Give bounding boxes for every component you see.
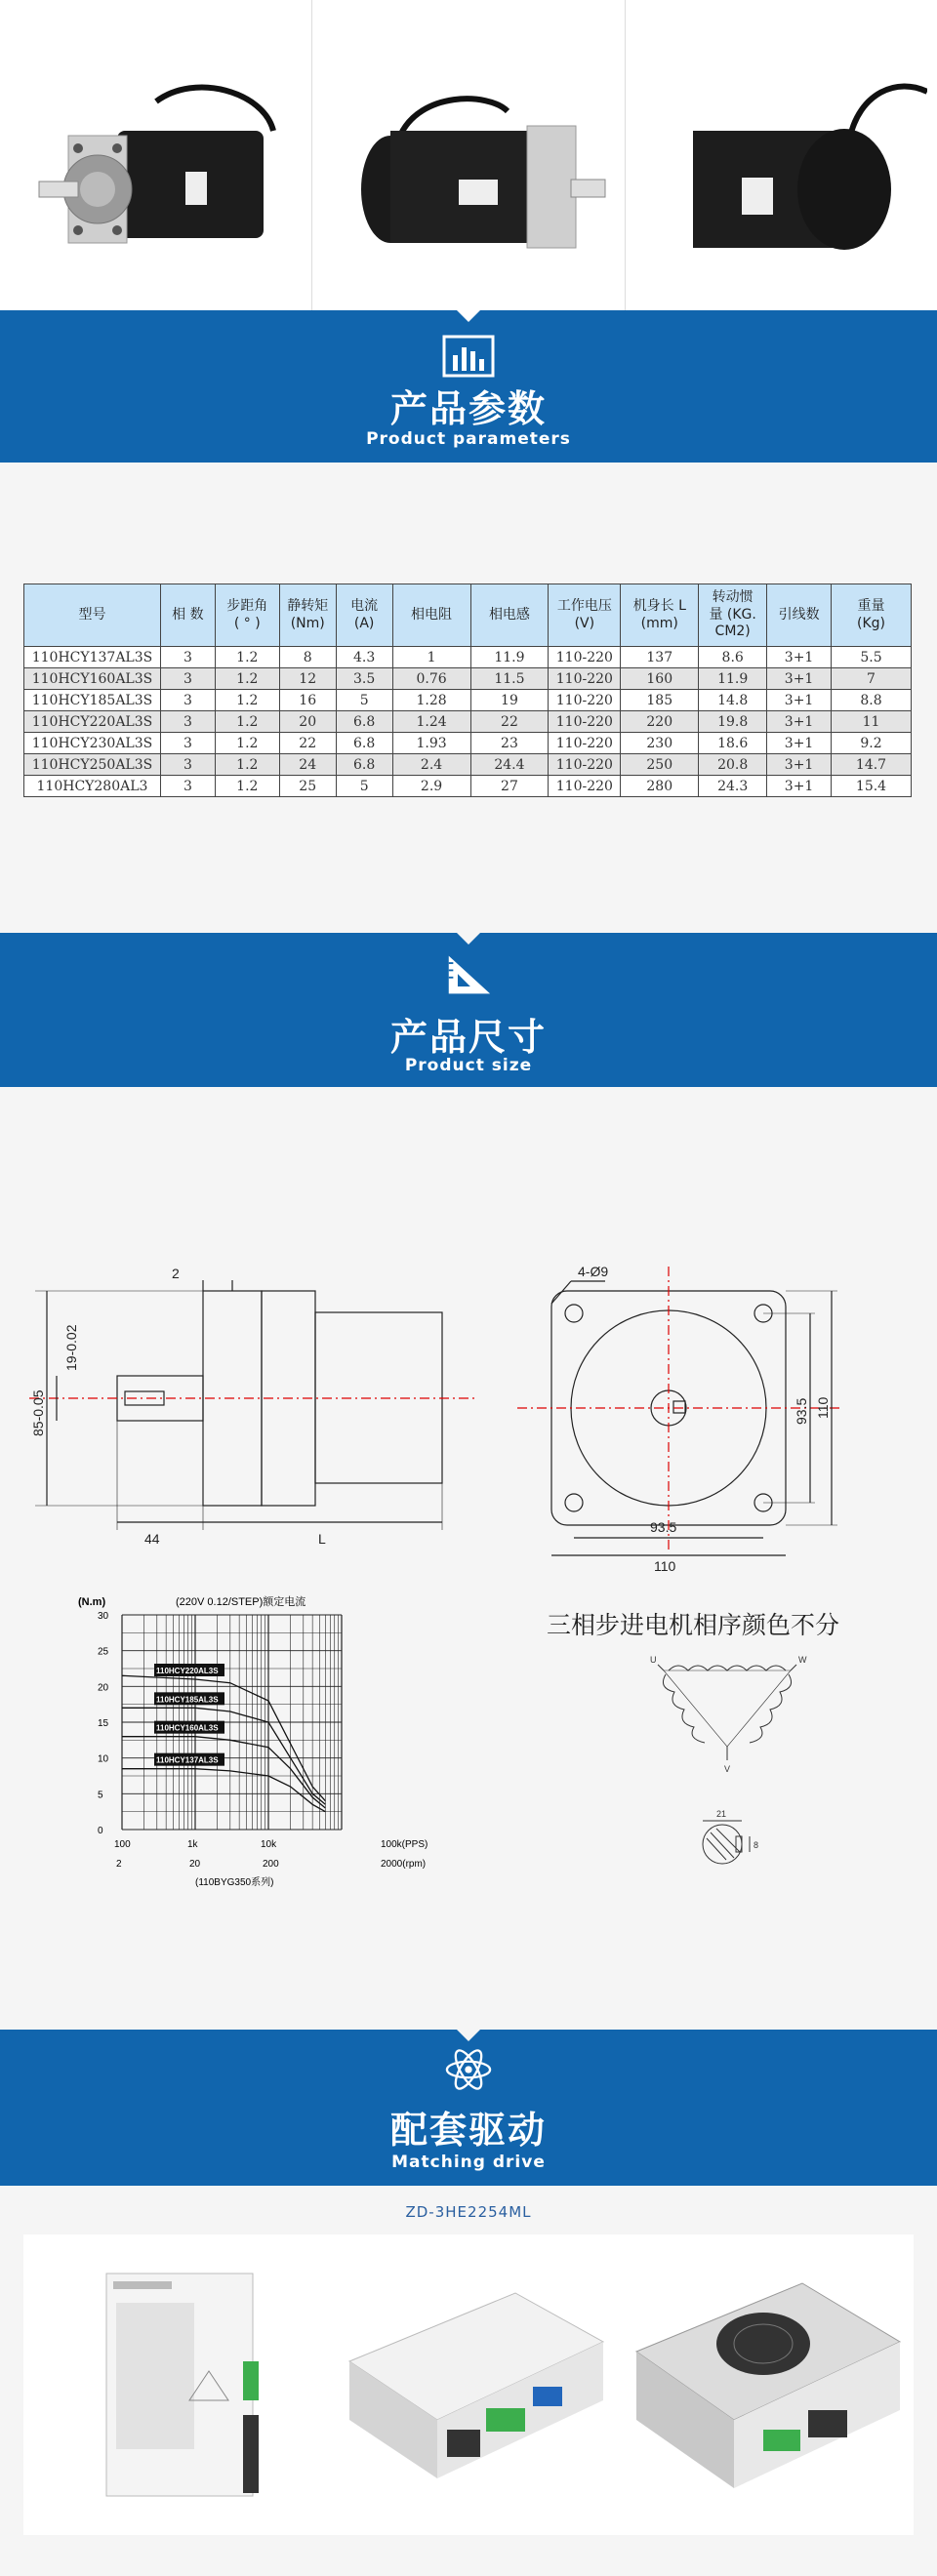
table-cell: 110HCY280AL3 (24, 776, 161, 797)
table-cell: 220 (621, 711, 699, 733)
table-header-line: (A) (353, 615, 375, 631)
dim-93-5-h: 93.5 (650, 1519, 677, 1535)
table-cell: 3+1 (767, 754, 832, 776)
table-cell: 24.3 (699, 776, 767, 797)
size-banner (0, 933, 937, 1087)
params-banner (0, 310, 937, 463)
table-header-cell (24, 584, 161, 647)
table-cell: 3 (160, 733, 215, 754)
chart-x-rpm-tick: 200 (263, 1859, 279, 1870)
side-view-drawing (29, 1268, 478, 1561)
drive-title: 配套驱动 (389, 2109, 547, 2152)
table-cell: 1.2 (215, 733, 279, 754)
chart-x-pps-tick: 1k (187, 1839, 198, 1850)
params-subtitle: Product parameters (366, 429, 571, 449)
motor-photo-front-left (0, 0, 312, 310)
table-cell: 110HCY230AL3S (24, 733, 161, 754)
chart-y-tick: 30 (98, 1611, 109, 1622)
dim-19: 19-0.02 (63, 1324, 79, 1371)
chart-x-pps-tick: 10k (261, 1839, 277, 1850)
chart-pps-label: 100k(PPS) (381, 1839, 428, 1850)
table-cell: 5.5 (832, 647, 912, 668)
table-cell: 4.3 (336, 647, 392, 668)
chart-y-tick: 15 (98, 1718, 109, 1729)
table-cell: 110-220 (549, 647, 621, 668)
table-cell: 22 (279, 733, 336, 754)
table-header-cell (470, 584, 549, 647)
table-cell: 110HCY250AL3S (24, 754, 161, 776)
table-cell: 7 (832, 668, 912, 690)
table-cell: 11.9 (470, 647, 549, 668)
table-cell: 8 (279, 647, 336, 668)
table-cell: 3 (160, 776, 215, 797)
dim-44: 44 (144, 1531, 160, 1547)
table-cell: 6.8 (336, 733, 392, 754)
drive-photo-front (23, 2234, 320, 2535)
table-cell: 20.8 (699, 754, 767, 776)
table-header-line: 静转矩 (287, 598, 329, 614)
wiring-diagram (644, 1649, 810, 1776)
table-header-cell (160, 584, 215, 647)
table-cell: 1.2 (215, 647, 279, 668)
table-cell: 3+1 (767, 733, 832, 754)
table-row (24, 711, 912, 733)
chart-unit: (N.m) (78, 1596, 106, 1608)
drive-model-label: ZD-3HE2254ML (405, 2203, 532, 2221)
dim-93-5-v: 93.5 (794, 1397, 809, 1425)
table-cell: 5 (336, 776, 392, 797)
phase-caption: 三相步进电机相序颜色不分 (547, 1611, 840, 1639)
wire-u: U (650, 1655, 657, 1665)
table-cell: 11 (832, 711, 912, 733)
dim-holes: 4-Ø9 (578, 1264, 609, 1279)
table-row (24, 733, 912, 754)
table-header-cell (215, 584, 279, 647)
table-cell: 110-220 (549, 690, 621, 711)
table-cell: 12 (279, 668, 336, 690)
table-header-line: 相电感 (488, 606, 530, 623)
table-cell: 1 (392, 647, 470, 668)
banner-notch (457, 2030, 480, 2041)
torque-speed-chart (78, 1590, 488, 1893)
table-cell: 2.4 (392, 754, 470, 776)
table-cell: 19 (470, 690, 549, 711)
chart-legend-label: 110HCY160AL3S (156, 1723, 219, 1733)
chart-legend-label: 110HCY185AL3S (156, 1695, 219, 1705)
banner-notch (457, 933, 480, 945)
table-cell: 160 (621, 668, 699, 690)
table-header-line: 转动惯 (712, 589, 754, 606)
table-header-cell (549, 584, 621, 647)
table-cell: 3+1 (767, 690, 832, 711)
table-cell: 25 (279, 776, 336, 797)
chart-x-rpm-tick: 20 (189, 1859, 201, 1870)
table-header-cell (767, 584, 832, 647)
table-cell: 3 (160, 711, 215, 733)
table-cell: 137 (621, 647, 699, 668)
table-cell: 110-220 (549, 754, 621, 776)
wire-v: V (724, 1764, 731, 1774)
table-header-line: (Kg) (857, 615, 886, 631)
size-title: 产品尺寸 (389, 1016, 547, 1059)
table-cell: 110-220 (549, 776, 621, 797)
table-cell: 24 (279, 754, 336, 776)
drive-banner (0, 2030, 937, 2186)
dim-85: 85-0.05 (30, 1389, 46, 1436)
table-cell: 3+1 (767, 668, 832, 690)
table-cell: 3+1 (767, 711, 832, 733)
table-cell: 3+1 (767, 647, 832, 668)
table-cell: 27 (470, 776, 549, 797)
table-cell: 5 (336, 690, 392, 711)
table-cell: 110HCY185AL3S (24, 690, 161, 711)
chart-y-tick: 5 (98, 1790, 103, 1801)
table-header-line: 工作电压 (556, 598, 612, 614)
drive-subtitle: Matching drive (391, 2153, 546, 2172)
table-cell: 1.93 (392, 733, 470, 754)
table-row (24, 647, 912, 668)
table-row (24, 776, 912, 797)
table-header-line: 量 (KG. (709, 606, 756, 623)
chart-legend-label: 110HCY137AL3S (156, 1755, 219, 1765)
table-cell: 1.28 (392, 690, 470, 711)
table-header-line: (mm) (640, 615, 678, 631)
table-header-cell (279, 584, 336, 647)
table-header-line: (V) (574, 615, 595, 631)
table-row (24, 690, 912, 711)
chart-title: (220V 0.12/STEP)额定电流 (176, 1596, 306, 1608)
table-cell: 11.5 (470, 668, 549, 690)
front-view-drawing (517, 1257, 908, 1579)
dim-110-h: 110 (654, 1558, 676, 1574)
table-cell: 110HCY220AL3S (24, 711, 161, 733)
table-cell: 3+1 (767, 776, 832, 797)
table-cell: 24.4 (470, 754, 549, 776)
top-product-photos (0, 0, 937, 310)
table-cell: 3 (160, 647, 215, 668)
shaft-section-drawing (693, 1805, 771, 1873)
table-header-line: (Nm) (290, 615, 325, 631)
table-cell: 110HCY160AL3S (24, 668, 161, 690)
chart-y-tick: 25 (98, 1646, 109, 1658)
table-cell: 20 (279, 711, 336, 733)
table-header-line: 型号 (78, 606, 106, 623)
dim-8: 8 (754, 1840, 759, 1850)
table-header-cell (336, 584, 392, 647)
table-cell: 23 (470, 733, 549, 754)
table-cell: 1.2 (215, 711, 279, 733)
dim-110-v: 110 (815, 1396, 831, 1419)
table-header-cell (392, 584, 470, 647)
table-cell: 1.2 (215, 690, 279, 711)
chart-x-pps-tick: 100 (114, 1839, 131, 1850)
table-header-cell (699, 584, 767, 647)
table-header-line: ( ° ) (233, 615, 261, 631)
table-cell: 9.2 (832, 733, 912, 754)
banner-notch (457, 310, 480, 322)
table-cell: 15.4 (832, 776, 912, 797)
chart-y-tick: 10 (98, 1753, 109, 1765)
dim-2: 2 (172, 1268, 180, 1281)
table-cell: 1.24 (392, 711, 470, 733)
table-cell: 11.9 (699, 668, 767, 690)
chart-footer: (110BYG350系列) (195, 1877, 274, 1888)
table-cell: 110-220 (549, 733, 621, 754)
table-header-line: 步距角 (226, 598, 268, 614)
chart-series-line (122, 1737, 325, 1808)
motor-photo-side (312, 0, 625, 310)
dim-21: 21 (716, 1809, 727, 1819)
table-header-line: 电流 (350, 598, 379, 614)
table-cell: 110-220 (549, 711, 621, 733)
table-cell: 19.8 (699, 711, 767, 733)
chart-y-tick: 20 (98, 1682, 109, 1694)
table-header-line: 重量 (857, 598, 885, 614)
table-cell: 14.7 (832, 754, 912, 776)
drive-photo-angle (320, 2234, 617, 2535)
table-header-line: 相 数 (172, 606, 204, 623)
table-cell: 8.6 (699, 647, 767, 668)
table-cell: 1.2 (215, 776, 279, 797)
table-cell: 1.2 (215, 754, 279, 776)
table-cell: 3 (160, 690, 215, 711)
params-table (23, 584, 912, 797)
params-title: 产品参数 (389, 387, 547, 430)
bar-chart-icon (439, 334, 498, 379)
drive-photo-heatsink (617, 2234, 914, 2535)
table-cell: 6.8 (336, 711, 392, 733)
table-header-cell (832, 584, 912, 647)
table-cell: 110HCY137AL3S (24, 647, 161, 668)
table-header-line: CM2) (714, 624, 751, 640)
set-square-icon (439, 952, 498, 997)
table-cell: 110-220 (549, 668, 621, 690)
table-cell: 16 (279, 690, 336, 711)
table-header-line: 机身长 L (632, 598, 686, 614)
table-cell: 18.6 (699, 733, 767, 754)
table-row (24, 668, 912, 690)
table-cell: 6.8 (336, 754, 392, 776)
table-header-line: 相电阻 (411, 606, 453, 623)
table-cell: 14.8 (699, 690, 767, 711)
motor-photo-rear (626, 0, 937, 310)
table-header-line: 引线数 (778, 606, 820, 623)
table-cell: 0.76 (392, 668, 470, 690)
table-cell: 280 (621, 776, 699, 797)
chart-x-rpm-tick: 2 (116, 1859, 122, 1870)
table-body (24, 647, 912, 797)
chart-rpm-label: 2000(rpm) (381, 1859, 427, 1870)
wire-w: W (798, 1655, 807, 1665)
atom-icon (439, 2047, 498, 2092)
table-cell: 1.2 (215, 668, 279, 690)
drive-photos (23, 2234, 914, 2535)
chart-y-tick: 0 (98, 1826, 103, 1836)
chart-legend-label: 110HCY220AL3S (156, 1667, 219, 1675)
table-cell: 22 (470, 711, 549, 733)
table-cell: 250 (621, 754, 699, 776)
size-subtitle: Product size (404, 1056, 533, 1075)
table-cell: 2.9 (392, 776, 470, 797)
dim-l: L (318, 1531, 326, 1547)
table-cell: 3.5 (336, 668, 392, 690)
table-row (24, 754, 912, 776)
table-header-cell (621, 584, 699, 647)
table-cell: 230 (621, 733, 699, 754)
table-cell: 3 (160, 668, 215, 690)
table-cell: 3 (160, 754, 215, 776)
table-cell: 185 (621, 690, 699, 711)
table-cell: 8.8 (832, 690, 912, 711)
table-header-row (24, 584, 912, 647)
